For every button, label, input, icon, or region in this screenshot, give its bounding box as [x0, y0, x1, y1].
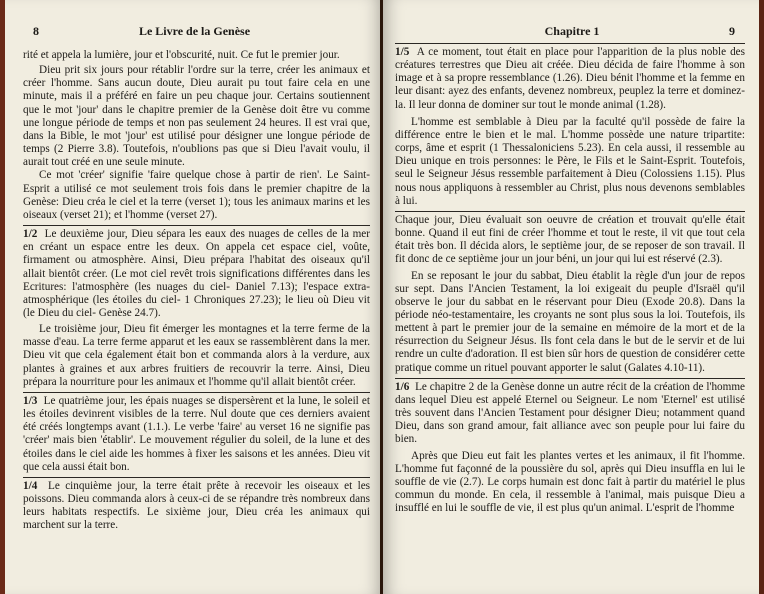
- commentary-section: [395, 211, 745, 375]
- left-page-body: [23, 49, 370, 532]
- left-page-header: [33, 24, 360, 39]
- commentary-section: [23, 225, 370, 389]
- right-page-header: [405, 24, 735, 39]
- page-number: 9: [729, 24, 735, 38]
- paragraph: L'homme est semblable à Dieu par la faculté qu'il possède de faire la différence entre le bien et le mal. L'homme possède une nature tripartite: corps, âme et esprit (1 Thessaloniciens 5.23). En cela aussi, il ressemble au Dieu unique en trois personnes: le Père, le Fils et le Saint-Esprit. Toutefois, seul le Seigneur Jésus ressemble parfaitement à Dieu (Colossiens 1.15). Plus nous nous appliquons à ressembler au Christ, plus nous devenons semblables à lui.: [395, 115, 745, 207]
- paragraph: Le troisième jour, Dieu fit émerger les montagnes et la terre ferme de la masse d'eau. La terre ferme apparut et les eaux se rassemblèrent dans la mer. Dieu vit que cela également était bon et commanda alors à la verdure, aux plantes à graines et aux arbres fruitiers de recouvrir la terre. Ainsi, Dieu prépara la nourriture pour les animaux et l'homme qu'il allait bientôt créer.: [23, 323, 370, 388]
- verse-ref: 1/6: [395, 380, 410, 393]
- running-title: Le Livre de la Genèse: [138, 24, 251, 38]
- verse-text: A ce moment, tout était en place pour l'apparition de la plus noble des créatures terrestres que Dieu ait créée. Dieu décida de faire l'homme à son image et à sa propre ressemblance (1.26). Dieu bénit l'homme et la femme en leur disant: ayez des enfants, devenez nombreux, peuplez la terre et dominez-la. Il leur donna de dominer sur tout le monde animal (1.28).: [395, 46, 745, 111]
- paragraph: rité et appela la lumière, jour et l'obscurité, nuit. Ce fut le premier jour.: [23, 49, 340, 61]
- left-page: [5, 0, 382, 594]
- verse-text: Le deuxième jour, Dieu sépara les eaux des nuages de celles de la mer en créant un espace entre les deux. On appela cet espace ciel, voûte, firmament ou atmosphère. Ainsi, Dieu prépara l'habitat des oiseaux qu'il allait bientôt créer. (Le mot ciel revêt trois significations différentes dans les Ecritures: l'atmosphère (les nuages du ciel- Daniel 7.13); l'espace extra-atmosphérique (les étoiles du ciel- 1 Chroniques 27.23); le lieu où Dieu vit (le Dieu du ciel- Genèse 24.7).: [23, 228, 370, 319]
- verse-paragraph: [23, 228, 370, 320]
- commentary-section: [395, 43, 745, 112]
- verse-text: Le cinquième jour, la terre était prête à recevoir les oiseaux et les poissons. Dieu commanda alors à ceux-ci de se répandre très nombreux dans leurs habitats respectifs. Le sixième jour, Dieu créa les animaux qui marchent sur la terre.: [23, 479, 371, 532]
- verse-ref: 1/3: [23, 394, 38, 407]
- paragraph: Chaque jour, Dieu évaluait son oeuvre de création et trouvait qu'elle était bonne. Quand il eut fini de créer l'homme et tout le reste, il vit que tout cela était très bon. Il décida alors, le septième jour, de se reposer de son travail. Il fit donc de ce septième jour un jour béni, un jour qui lui est réservé (2.3).: [395, 213, 745, 266]
- verse-text: Le chapitre 2 de la Genèse donne un autre récit de la création de l'homme dans lequel Dieu est appelé Eternel ou Seigneur. Le nom 'Eternel' est utilisé très souvent dans l'Ancien Testament pour désigner Dieu; notamment quand Dieu, dans son grand amour, fait alliance avec son peuple pour lui faire du bien.: [395, 380, 746, 446]
- page-number: 8: [33, 24, 39, 38]
- verse-text: Le quatrième jour, les épais nuages se dispersèrent et la lune, le soleil et les étoiles devinrent visibles de la terre. Nul doute que ces derniers avaient été créés longtemps avant (1.1.). Le verbe 'faire' au verset 16 ne signifie pas 'créer' mais bien 'établir'. Le mouvement régulier du soleil, de la lune et des étoiles dans le ciel aide les hommes à fixer les saisons et les années. Dieu vit que cela aussi était bon.: [23, 394, 371, 473]
- verse-ref: 1/4: [23, 479, 38, 492]
- paragraph: Après que Dieu eut fait les plantes vertes et les animaux, il fit l'homme. L'homme fut façonné de la poussière du sol, après qui Dieu insuffla en lui le souffle de vie (2.7). Le corps humain est donc fait à partir du matériel le plus commun du monde. En cela, il ressemble à l'animal, mais puisque Dieu a insufflé en lui le souffle de vie, il est plus qu'un animal. L'esprit de l'homme: [395, 449, 745, 515]
- right-page: [383, 0, 759, 594]
- verse-paragraph: [395, 381, 745, 447]
- verse-paragraph: [395, 46, 745, 112]
- verse-ref: 1/5: [395, 46, 410, 58]
- commentary-section: [23, 477, 370, 533]
- verse-ref: 1/2: [23, 228, 38, 241]
- paragraph: En se reposant le jour du sabbat, Dieu établit la règle d'un jour de repos sur sept. Dans l'Ancien Testament, la loi exigeait du peuple d'Israël qu'il observe le jour du sabbat en le réservant pour Dieu (Exode 20.8). Dans la période néo-testamentaire, les croyants ne sont plus sous la loi. Toutefois, ils mettent à part le premier jour de la semaine en mémoire de la mort et de la résurrection du Seigneur Jésus. Ils font cela dans le but de le servir et de lui rendre un culte d'adoration. Il est bien sûr hors de question de considérer cette pratique comme un rituel pouvant apporter le salut (Galates 4.10-11).: [395, 269, 745, 374]
- running-title: Chapitre 1: [544, 24, 600, 38]
- verse-paragraph: [23, 395, 370, 474]
- commentary-section: [395, 378, 745, 516]
- verse-paragraph: [23, 480, 370, 533]
- book-edge-right: [759, 0, 764, 594]
- right-page-body: [395, 43, 745, 515]
- paragraph: Dieu prit six jours pour rétablir l'ordre sur la terre, créer les animaux et créer l'homme. Sans aucun doute, Dieu aurait pu tout faire cela en une minute, mais il a préféré en faire un peu chaque jour. Certains soutiennent que le mot 'jour' dans le chapitre premier de la Genèse doit être vu comme une longue période de temps et non pas seulement 24 heures. Il est vrai que, dans la Bible, le mot 'jour' est utilisé pour désigner une longue période de temps (2 Pierre 3.8). Toutefois, n'oublions pas que si Dieu l'avait voulu, il aurait tout créé en une seule minute.: [23, 64, 370, 169]
- paragraph: Ce mot 'créer' signifie 'faire quelque chose à partir de rien'. Le Saint-Esprit a utilisé ce mot seulement trois fois dans le premier chapitre de la Genèse: Dieu créa le ciel et la terre (verset 1); tous les animaux marins et les oiseaux (verset 21); et l'homme (verset 27).: [23, 169, 370, 221]
- commentary-section: [23, 392, 370, 474]
